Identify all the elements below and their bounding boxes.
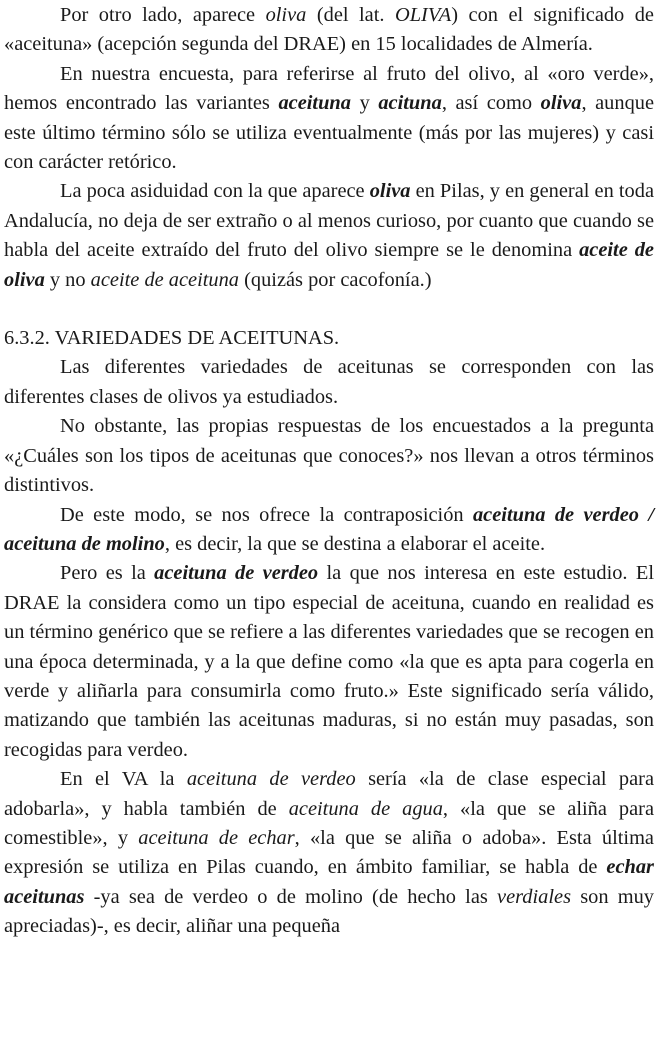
text-run: la que nos interesa en este estudio. El DRAE la considera como un tipo especial de aceituna, cuando en realidad es un término genérico que se refiere a las diferentes variedades que se recogen en una época determinada, y a la que define como «la que es apta para cogerla en verde y aliñarla para consumirla como fruto.» Este significado sería válido, matizando que también las aceitunas maduras, si no están muy pasadas, son recogidas para verdeo. — [4, 562, 655, 761]
text-run: (del lat. — [306, 4, 395, 26]
text-run: En nuestra encuesta, para referirse al fruto del olivo, al «oro verde», hemos encontrado las variantes — [4, 62, 654, 115]
italic-term: aceituna de agua — [288, 797, 443, 820]
paragraph-contraposicion — [4, 501, 654, 560]
emphasis-term: aceituna — [278, 92, 351, 115]
emphasis-term: aceituna de verdeo — [154, 562, 319, 585]
section-heading — [4, 324, 654, 353]
bold-italic-term — [541, 92, 582, 114]
text-run: -ya sea de verdeo o de molino (de hecho las — [84, 885, 498, 908]
emphasis-term: oliva — [540, 92, 582, 115]
bold-italic-term — [154, 562, 318, 584]
text-run: y no — [44, 268, 91, 291]
bold-italic-term — [278, 92, 351, 114]
text-run: , «la que se aliña para comestible», y — [4, 797, 654, 849]
paragraph-variantes — [4, 60, 654, 178]
text-run: , «la que se aliña o adoba». Esta última expresión se utiliza en Pilas cuando, en ámbito familiar, se habla de — [4, 826, 654, 879]
italic-term: aceite de aceituna — [90, 268, 240, 291]
emphasis-term: oliva — [369, 180, 411, 203]
text-run: , aunque este último término sólo se utiliza eventualmente (más por las mujeres) y casi con carácter retórico. — [4, 92, 655, 174]
emphasis-term: echar aceitunas — [4, 856, 654, 908]
section-spacer — [4, 295, 654, 324]
text-run: Las diferentes variedades de aceitunas se corresponden con las diferentes clases de olivos ya estudiados. — [4, 356, 654, 408]
paragraph-respuestas — [4, 412, 654, 500]
text-run: ) con el significado de «aceituna» (acepción segunda del DRAE) en 15 localidades de Almería. — [4, 4, 654, 56]
paragraph-variedades — [4, 353, 654, 412]
text-run: Pero es la — [60, 562, 155, 585]
bold-italic-term — [378, 92, 441, 114]
document-page — [4, 1, 654, 942]
text-run: y — [350, 92, 379, 115]
text-run: , es decir, la que se destina a elaborar el aceite. — [164, 532, 546, 555]
emphasis-term: aceite de oliva — [4, 239, 654, 291]
text-run: No obstante, las propias respuestas de los encuestados a la pregunta «¿Cuáles son los tipos de aceitunas que conoces?» nos llevan a otros términos distintivos. — [4, 415, 654, 497]
text-run: son muy apreciadas)-, es decir, aliñar una pequeña — [4, 885, 654, 938]
italic-term: verdiales — [497, 885, 572, 908]
text-run: La poca asiduidad con la que aparece — [60, 180, 370, 203]
text-run: En el VA la — [60, 768, 187, 791]
text-run: (quizás por cacofonía.) — [239, 268, 432, 291]
emphasis-term: aceituna de verdeo / aceituna de molino — [4, 503, 654, 555]
bold-italic-term — [370, 180, 411, 202]
italic-term: OLIVA — [394, 4, 452, 26]
text-run: Por otro lado, aparece — [60, 4, 266, 26]
text-run: en Pilas, y en general en toda Andalucía, no deja de ser extraño o al menos curioso, por cuanto que cuando se habla del aceite extraído del fruto del olivo siempre se le denomina — [4, 180, 654, 262]
italic-term: oliva — [265, 4, 307, 26]
text-run: De este modo, se nos ofrece la contraposición — [60, 503, 473, 526]
emphasis-term: acituna — [378, 92, 442, 115]
text-run: , así como — [441, 92, 541, 115]
paragraph-asiduidad-oliva — [4, 177, 654, 295]
text-run: sería «la de clase especial para adobarla», y habla también de — [4, 768, 654, 820]
italic-term: aceituna de verdeo — [186, 768, 356, 791]
paragraph-oliva-almeria — [4, 1, 654, 60]
paragraph-aceituna-verdeo — [4, 559, 654, 765]
text-run: 6.3.2. VARIEDADES DE ACEITUNAS. — [4, 327, 340, 350]
italic-term: aceituna de echar — [138, 826, 295, 849]
paragraph-vocabulario-andaluz — [4, 765, 654, 941]
